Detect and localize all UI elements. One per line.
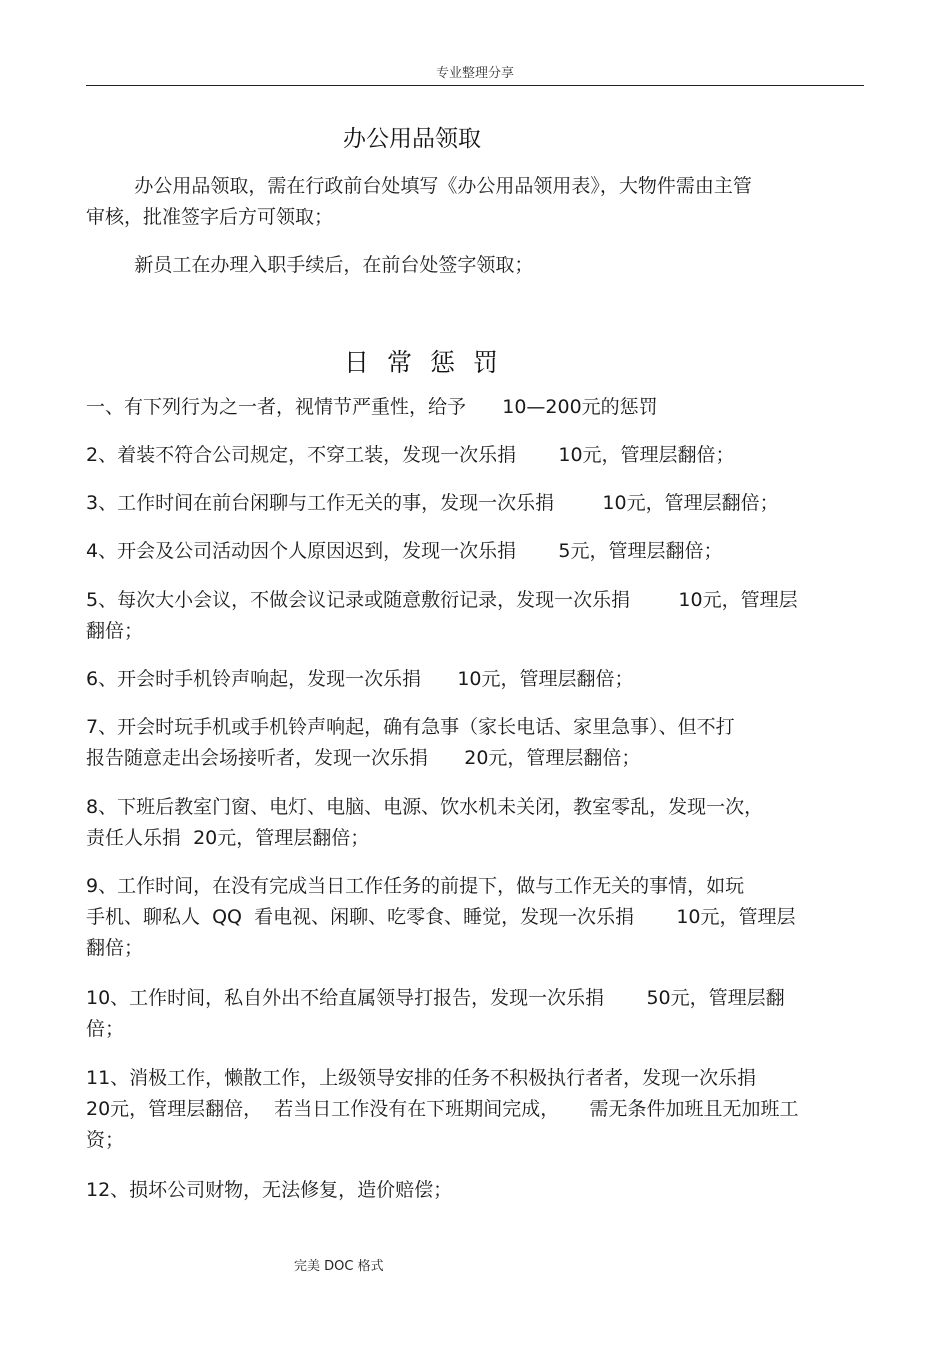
page-header-text: 专业整理分享: [435, 66, 514, 81]
penalty-item: 5、每次大小会议，不做会议记录或随意敷衍记录，发现一次乐捐 10元，管理层 翻倍；: [86, 589, 798, 642]
header-divider: [86, 85, 864, 86]
section-title-office-supplies: 办公用品领取: [343, 126, 481, 152]
penalty-item: 11、消极工作，懒散工作，上级领导安排的任务不积极执行者者，发现一次乐捐 20元，管理层翻倍， 若当日工作没有在下班期间完成， 需无条件加班且无加班工 资；: [86, 1067, 799, 1151]
page-footer-text: 完美 DOC 格式: [294, 1259, 384, 1274]
office-supplies-paragraph-1: 办公用品领取，需在行政前台处填写《办公用品领用表》，大物件需由主管 审核，批准签字后方可领取；: [86, 175, 752, 228]
penalty-item: 7、开会时玩手机或手机铃声响起，确有急事（家长电话、家里急事）、但不打 报告随意走出会场接听者，发现一次乐捐 20元，管理层翻倍；: [86, 716, 735, 769]
penalty-item: 6、开会时手机铃声响起，发现一次乐捐 10元，管理层翻倍；: [86, 668, 634, 690]
penalty-item: 12、损坏公司财物，无法修复，造价赔偿；: [86, 1179, 453, 1201]
penalty-item: 10、工作时间，私自外出不给直属领导打报告，发现一次乐捐 50元，管理层翻 倍；: [86, 987, 785, 1040]
section-title-daily-penalties: 日常惩罚: [343, 348, 516, 377]
penalty-item: 9、工作时间，在没有完成当日工作任务的前提下，做与工作无关的事情，如玩 手机、聊私人 QQ 看电视、闲聊、吃零食、睡觉，发现一次乐捐 10元，管理层 翻倍；: [86, 875, 796, 959]
office-supplies-paragraph-2: 新员工在办理入职手续后，在前台处签字领取；: [86, 254, 534, 276]
penalty-item: 3、工作时间在前台闲聊与工作无关的事，发现一次乐捐 10元，管理层翻倍；: [86, 492, 779, 514]
penalty-item: 一、有下列行为之一者，视情节严重性，给予 10—200元的惩罚: [86, 396, 658, 418]
penalty-item: 4、开会及公司活动因个人原因迟到，发现一次乐捐 5元，管理层翻倍；: [86, 540, 723, 562]
penalty-item: 8、下班后教室门窗、电灯、电脑、电源、饮水机未关闭，教室零乱，发现一次， 责任人乐捐 20元，管理层翻倍；: [86, 796, 764, 849]
penalty-item: 2、着装不符合公司规定，不穿工装，发现一次乐捐 10元，管理层翻倍；: [86, 444, 735, 466]
